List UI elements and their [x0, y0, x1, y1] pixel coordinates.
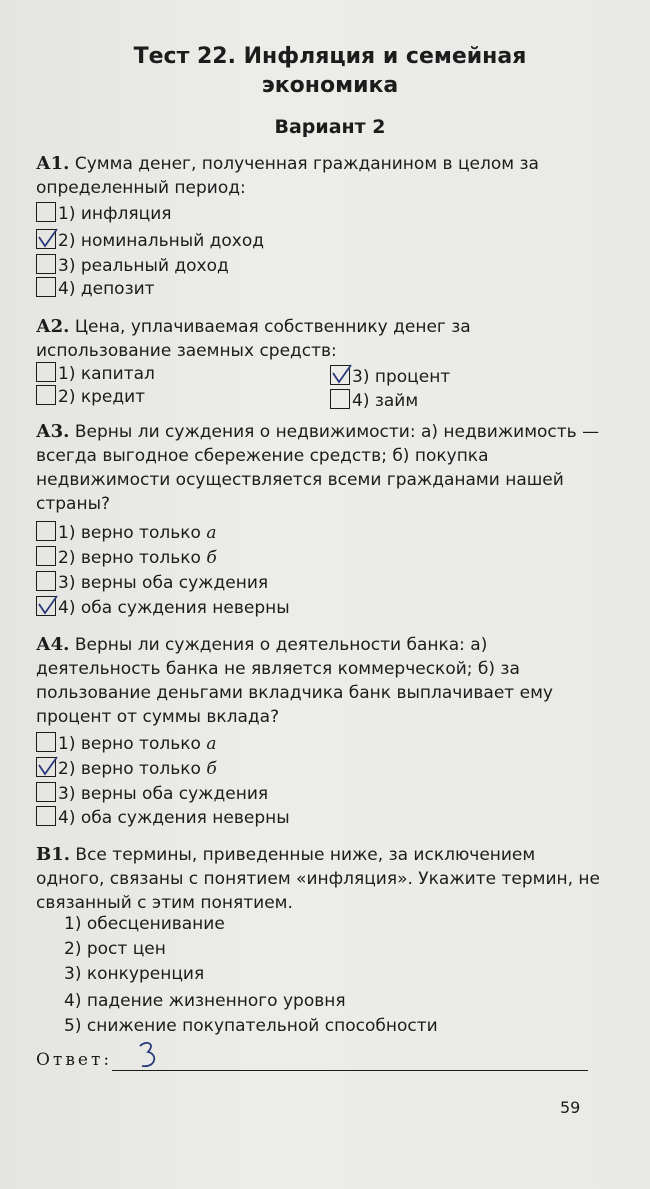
- option-label: 1) верно только: [58, 523, 207, 543]
- checkmark-icon: [330, 364, 352, 386]
- option-a3-2[interactable]: [36, 546, 217, 569]
- option-label-italic: б: [206, 548, 217, 568]
- checkbox[interactable]: [36, 546, 56, 566]
- checkbox[interactable]: [330, 389, 350, 409]
- option-label: 2) кредит: [58, 387, 146, 407]
- checkmark-icon: [36, 595, 58, 617]
- page-number: 59: [560, 1098, 581, 1117]
- title-line-2: экономика: [261, 73, 399, 98]
- option-label: 3) верны оба суждения: [58, 784, 269, 804]
- term-item-2: 2) рост цен: [64, 939, 166, 959]
- checkmark-icon: [36, 756, 58, 778]
- option-a3-4[interactable]: [36, 596, 290, 619]
- checkbox-checked[interactable]: [36, 229, 56, 249]
- option-a4-4[interactable]: [36, 806, 290, 829]
- answer-label: Ответ:: [36, 1050, 113, 1070]
- title-line-1: Тест 22. Инфляция и семейная: [133, 44, 527, 69]
- option-label: 3) реальный доход: [58, 256, 229, 276]
- checkbox[interactable]: [36, 782, 56, 802]
- checkbox[interactable]: [36, 254, 56, 274]
- option-label: 2) номинальный доход: [58, 231, 265, 251]
- checkbox[interactable]: [36, 362, 56, 382]
- option-label: 2) верно только: [58, 548, 207, 568]
- option-a4-2[interactable]: [36, 757, 217, 780]
- option-label: 3) процент: [352, 367, 451, 387]
- checkbox-checked[interactable]: [36, 596, 56, 616]
- option-a4-3[interactable]: [36, 782, 268, 805]
- question-number: В1.: [36, 844, 71, 865]
- option-a2-2[interactable]: [36, 385, 145, 408]
- option-label: 1) верно только: [58, 734, 207, 754]
- term-item-4: 4) падение жизненного уровня: [64, 991, 346, 1011]
- option-label-italic: б: [206, 759, 217, 779]
- option-label-italic: а: [206, 523, 217, 543]
- checkbox[interactable]: [36, 202, 56, 222]
- question-number: А3.: [36, 421, 70, 442]
- option-label: 1) инфляция: [58, 204, 172, 224]
- option-a1-1[interactable]: [36, 202, 172, 225]
- option-a2-3[interactable]: [330, 365, 450, 388]
- option-a1-4[interactable]: [36, 277, 155, 300]
- variant-heading: Вариант 2: [274, 116, 386, 138]
- question-a2: [36, 315, 602, 363]
- option-a2-4[interactable]: [330, 389, 418, 412]
- question-number: А4.: [36, 634, 70, 655]
- question-text: Сумма денег, полученная гражданином в целом за определенный период:: [36, 154, 539, 198]
- option-a2-1[interactable]: [36, 362, 155, 385]
- option-label: 4) депозит: [58, 279, 155, 299]
- checkbox-checked[interactable]: [330, 365, 350, 385]
- handwritten-answer-3: [136, 1040, 160, 1074]
- question-b1: [36, 843, 604, 915]
- question-text: Верны ли суждения о деятельности банка: а) деятельность банка не является коммерческой; б) за пользование деньгами вкладчика банк выплачивает ему процент от суммы вклада?: [36, 635, 553, 727]
- term-item-3: 3) конкуренция: [64, 964, 205, 984]
- option-label: 4) оба суждения неверны: [58, 598, 290, 618]
- question-text: Верны ли суждения о недвижимости: а) недвижимость — всегда выгодное сбережение средств; б) покупка недвижимости осуществляется всеми гражданами нашей страны?: [36, 422, 600, 514]
- question-number: А2.: [36, 316, 70, 337]
- checkbox-checked[interactable]: [36, 757, 56, 777]
- checkmark-icon: [36, 228, 58, 250]
- option-label: 4) оба суждения неверны: [58, 808, 290, 828]
- option-a3-1[interactable]: [36, 521, 216, 544]
- checkbox[interactable]: [36, 732, 56, 752]
- option-label: 3) верны оба суждения: [58, 573, 269, 593]
- option-a3-3[interactable]: [36, 571, 268, 594]
- question-a4: [36, 633, 602, 729]
- checkbox[interactable]: [36, 385, 56, 405]
- option-label: 2) верно только: [58, 759, 207, 779]
- term-item-5: 5) снижение покупательной способности: [64, 1016, 438, 1036]
- option-label: 4) займ: [352, 391, 419, 411]
- term-item-1: 1) обесценивание: [64, 914, 225, 934]
- option-a4-1[interactable]: [36, 732, 216, 755]
- checkbox[interactable]: [36, 571, 56, 591]
- option-a1-2[interactable]: [36, 229, 264, 252]
- option-label-italic: а: [206, 734, 217, 754]
- option-label: 1) капитал: [58, 364, 155, 384]
- answer-field-line[interactable]: [112, 1070, 588, 1071]
- checkbox[interactable]: [36, 806, 56, 826]
- checkbox[interactable]: [36, 277, 56, 297]
- question-text: Все термины, приведенные ниже, за исключением одного, связаны с понятием «инфляция». Укажите термин, не связанный с этим понятием.: [36, 845, 600, 913]
- test-title: [60, 42, 600, 100]
- question-a1: [36, 152, 602, 200]
- option-a1-3[interactable]: [36, 254, 229, 277]
- question-a3: [36, 420, 602, 516]
- question-text: Цена, уплачиваемая собственнику денег за использование заемных средств:: [36, 317, 471, 361]
- checkbox[interactable]: [36, 521, 56, 541]
- question-number: А1.: [36, 153, 70, 174]
